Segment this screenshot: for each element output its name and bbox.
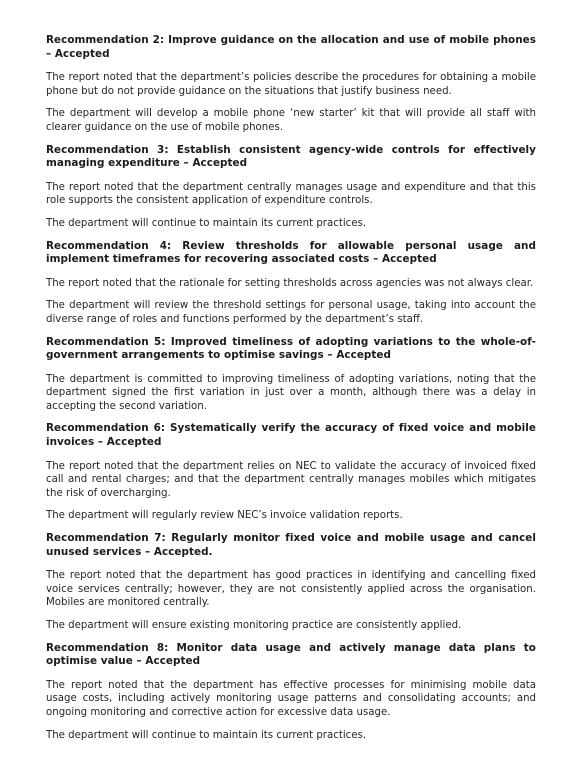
body-paragraph: The department will review the threshold settings for personal usage, taking into account the diverse range of roles and functions performed by the department’s staff. [46,300,536,325]
recommendation-heading: Recommendation 7: Regularly monitor fixed voice and mobile usage and cancel unused services – Accepted. [46,532,536,558]
recommendation-section [46,144,536,231]
body-paragraph: The department will continue to maintain its current practices. [46,729,367,741]
body-paragraph: The department will regularly review NEC’s invoice validation reports. [46,510,403,522]
recommendation-section [46,336,536,414]
body-paragraph: The department will continue to maintain its current practices. [46,217,367,229]
body-paragraph: The department is committed to improving timeliness of adopting variations, noting that the department signed the first variation in just over a month, although there was a delay in accepting the second variation. [46,373,536,412]
recommendation-heading: Recommendation 3: Establish consistent agency-wide controls for effectively managing expenditure – Accepted [46,143,536,170]
body-paragraph: The report noted that the rationale for setting thresholds across agencies was not always clear. [46,277,534,289]
recommendation-heading: Recommendation 4: Review thresholds for allowable personal usage and implement timeframes for recovering associated costs – Accepted [46,239,536,266]
document-body [46,34,536,751]
recommendation-heading: Recommendation 8: Monitor data usage and actively manage data plans to optimise value – Accepted [46,641,536,668]
recommendation-section [46,34,536,135]
body-paragraph: The report noted that the department has good practices in identifying and cancelling fixed voice services centrally; however, they are not consistently applied across the organisation. Mobiles are monitored centrally. [46,570,536,609]
recommendation-section [46,532,536,633]
recommendation-section [46,422,536,523]
body-paragraph: The report noted that the department centrally manages usage and expenditure and that this role supports the consistent application of expenditure controls. [46,181,536,207]
body-paragraph: The report noted that the department’s policies describe the procedures for obtaining a mobile phone but do not provide guidance on the situations that justify business need. [46,72,536,97]
recommendation-heading: Recommendation 2: Improve guidance on the allocation and use of mobile phones – Accepted [46,34,536,60]
recommendation-section [46,642,536,743]
recommendation-heading: Recommendation 5: Improved timeliness of adopting variations to the whole-of-government arrangements to optimise savings – Accepted [46,335,536,362]
recommendation-heading: Recommendation 6: Systematically verify the accuracy of fixed voice and mobile invoices – Accepted [46,422,536,449]
body-paragraph: The report noted that the department has effective processes for minimising mobile data usage costs, including actively monitoring usage patterns and consolidating accounts; and ongoing monitoring and corrective action for excessive data usage. [46,679,536,718]
body-paragraph: The department will ensure existing monitoring practice are consistently applied. [46,620,462,631]
body-paragraph: The department will develop a mobile phone ‘new starter’ kit that will provide all staff with clearer guidance on the use of mobile phones. [46,108,536,133]
body-paragraph: The report noted that the department relies on NEC to validate the accuracy of invoiced fixed call and rental charges; and that the department centrally manages mobiles which mitigates the risk of overcharging. [46,460,536,499]
recommendation-section [46,240,536,327]
